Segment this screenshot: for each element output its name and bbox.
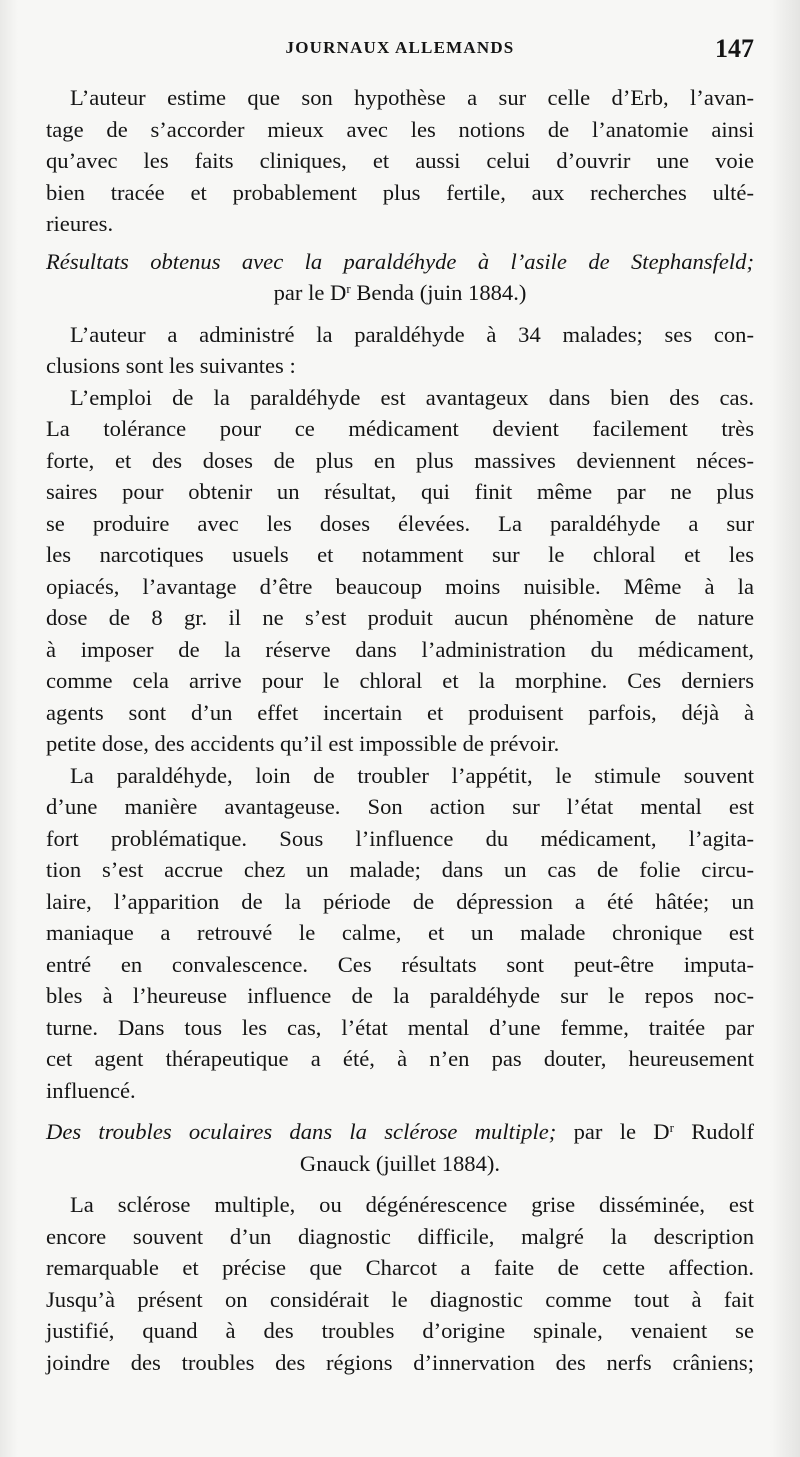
text-line: rieures.	[46, 211, 114, 236]
text-line: tage de s’accorder mieux avec les notions de l’anatomie ainsi	[46, 116, 754, 142]
text-line: La sclérose multiple, ou dégénérescence grise disséminée, est	[70, 1192, 754, 1217]
body-text	[46, 82, 754, 1378]
text-line: fort problématique. Sous l’influence du médicament, l’agita-	[46, 825, 754, 851]
text-line: L’auteur a administré la paraldéhyde à 34 malades; ses con-	[70, 321, 754, 347]
text-line: bien tracée et probablement plus fertile, aux recherches ulté-	[46, 179, 754, 205]
text-line: influencé.	[46, 1077, 136, 1103]
text-line: se produire avec les doses élevées. La paraldéhyde a sur	[46, 510, 754, 536]
text-line: La tolérance pour ce médicament devient facilement très	[46, 416, 754, 441]
text-line: entré en convalescence. Ces résultats sont peut-être imputa-	[46, 951, 754, 977]
section-heading-troubles-oculaires	[46, 1116, 754, 1179]
text-line: clusions sont les suivantes :	[46, 353, 296, 378]
heading-line: Résultats obtenus avec la paraldéhyde à l’asile de Stephansfeld;	[46, 248, 754, 274]
heading-line: Des troubles oculaires dans la sclérose multiple; par le $D^r$ Rudolf	[46, 1119, 754, 1144]
paragraph-appetit	[46, 760, 754, 1107]
text-line: joindre des troubles des régions d’innervation des nerfs crâniens;	[46, 1349, 754, 1375]
text-line: agents sont d’un effet incertain et produisent parfois, déjà à	[46, 699, 754, 725]
text-line: tion s’est accrue chez un malade; dans un cas de folie circu-	[46, 857, 754, 882]
text-line: forte, et des doses de plus en plus massives deviennent néces-	[46, 447, 754, 473]
page-header	[46, 34, 754, 68]
text-line: maniaque a retrouvé le calme, et un malade chronique est	[46, 920, 754, 945]
text-line: L’auteur estime que son hypothèse a sur celle d’Erb, l’avan-	[70, 85, 754, 110]
text-line: cet agent thérapeutique a été, à n’en pas douter, heureusement	[46, 1046, 754, 1071]
text-line: turne. Dans tous les cas, l’état mental d’une femme, traitée par	[46, 1014, 754, 1040]
text-line: dose de 8 gr. il ne s’est produit aucun phénomène de nature	[46, 605, 754, 630]
text-line: qu’avec les faits cliniques, et aussi celui d’ouvrir une voie	[46, 148, 754, 173]
heading-line: par le $D^r$ Benda (juin 1884.)	[273, 280, 527, 305]
text-line: petite dose, des accidents qu’il est impossible de prévoir.	[46, 731, 560, 756]
section-heading-paraldehyde	[46, 246, 754, 309]
text-line: L’emploi de la paraldéhyde est avantageux dans bien des cas.	[70, 384, 754, 410]
page-number: 147	[715, 34, 754, 63]
text-line: Jusqu’à présent on considérait le diagnostic comme tout à fait	[46, 1286, 754, 1312]
text-line: justifié, quand à des troubles d’origine spinale, venaient se	[46, 1318, 754, 1343]
text-line: remarquable et précise que Charcot a faite de cette affection.	[46, 1255, 754, 1280]
paragraph-hypothesis	[46, 82, 754, 240]
text-line: La paraldéhyde, loin de troubler l’appétit, le stimule souvent	[70, 762, 754, 788]
text-line: encore souvent d’un diagnostic difficile, malgré la description	[46, 1223, 754, 1249]
paragraph-emploi	[46, 382, 754, 760]
text-line: les narcotiques usuels et notamment sur le chloral et les	[46, 542, 754, 567]
text-line: laire, l’apparition de la période de dépression a été hâtée; un	[46, 888, 754, 914]
text-line: opiacés, l’avantage d’être beaucoup moins nuisible. Même à la	[46, 573, 754, 599]
text-line: bles à l’heureuse influence de la paraldéhyde sur le repos noc-	[46, 983, 754, 1008]
text-line: d’une manière avantageuse. Son action sur l’état mental est	[46, 794, 754, 819]
text-line: comme cela arrive pour le chloral et la morphine. Ces derniers	[46, 668, 754, 693]
heading-line: Gnauck (juillet 1884).	[299, 1150, 501, 1176]
paragraph-administration	[46, 319, 754, 382]
paragraph-sclerose	[46, 1189, 754, 1378]
text-line: saires pour obtenir un résultat, qui finit même par ne plus	[46, 479, 754, 504]
running-head: JOURNAUX ALLEMANDS	[285, 38, 515, 57]
text-line: à imposer de la réserve dans l’administration du médicament,	[46, 636, 754, 662]
